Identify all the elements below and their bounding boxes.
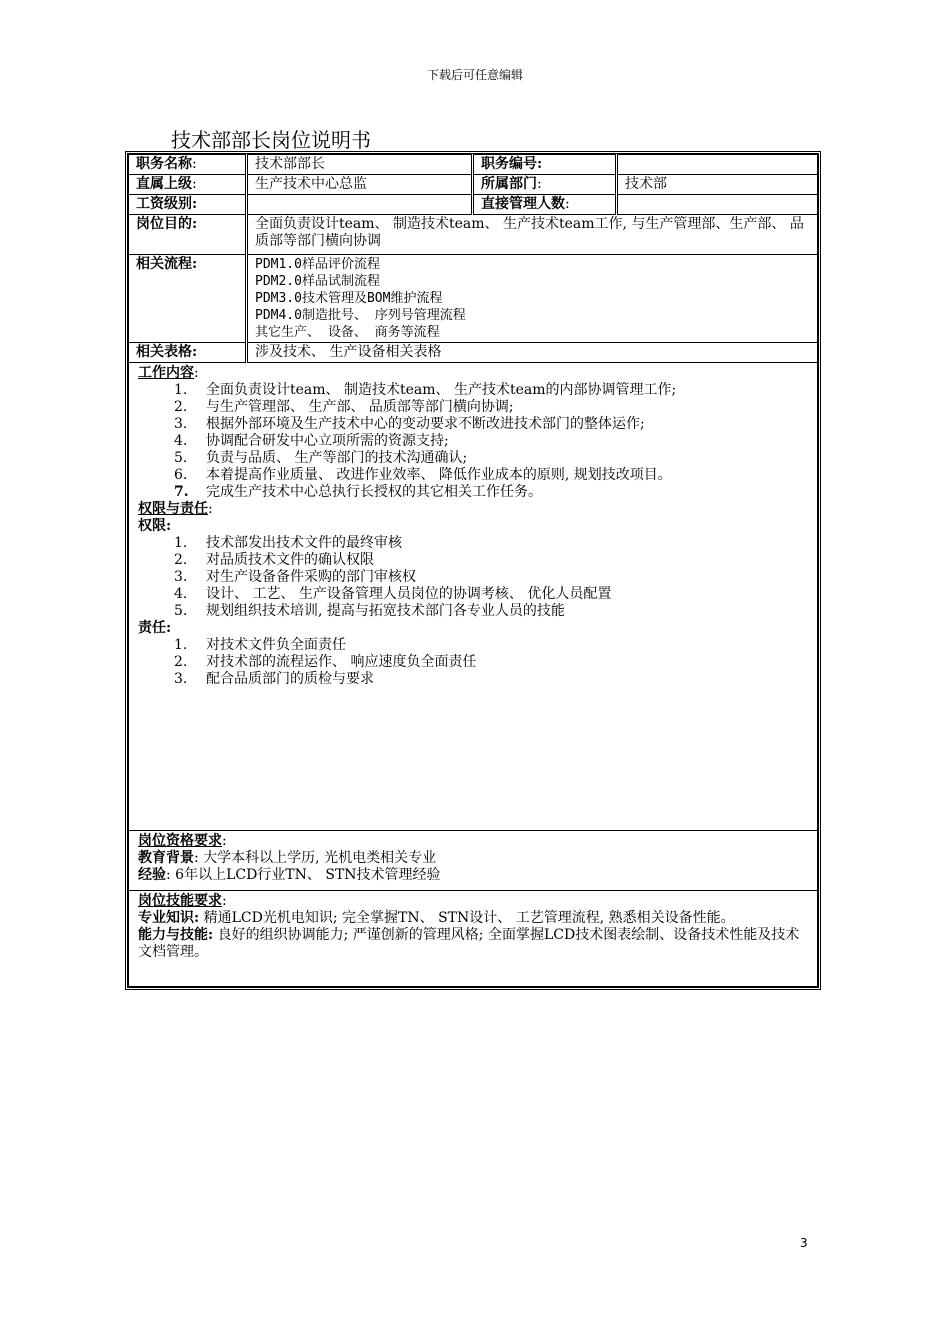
- process-list: [247, 255, 818, 343]
- document-title: 技术部部长岗位说明书: [171, 128, 371, 152]
- job-code-label-cell: 职务编号:: [473, 155, 617, 175]
- process-line: 其它生产、 设备、 商务等流程: [255, 325, 440, 340]
- job-code-value: [617, 155, 818, 175]
- purpose-label-cell: 岗位目的:: [129, 215, 247, 255]
- direct-reports-value: [617, 195, 818, 215]
- row-work-content: [129, 363, 818, 831]
- job-name-label: 职务名称: [136, 156, 192, 172]
- row-salary: [129, 195, 818, 215]
- work-content-cell: 工作内容: 1. 全面负责设计team、 制造技术team、 生产技术team的内部协调管理工作; 2. 与生产管理部、 生产部、 品质部等部门横向协调; 3. 根据外部环境及生产技术中心的变动要求不断改进技术部门的整体运作; 4. 协调配合研发中心立项所需的资源支持; 5. 负责与品质、 生产等部门的技术沟通确认; 6. 本着提高作业质量、 改进作业效率、 降低作业成本的原则, 规划技改项目。 7. 完成生产技术中心总执行长授权的其它相关工作任务。 权限与责任: 权限: 1. 技术部发出技术文件的最终审核 2. 对品质技术文件的确认权限 3. 对生产设备备件采购的部门审核权 4. 设计、 工艺、 生产设备管理人员岗位的协调考核、 优化人员配置 5. 规划组织技术培训, 提高与拓宽技术部门各专业人员的技能 责任: 1. 对技术文件负全面责任 2. 对技术部的流程运作、 响应速度负全面责任 3. 配合品质部门的质检与要求: [129, 363, 818, 831]
- qualification-cell: 岗位资格要求: 教育背景: 大学本科以上学历, 光机电类相关专业 经验: 6年以上LCD行业TN、 STN技术管理经验: [129, 831, 818, 891]
- purpose-value: 全面负责设计team、 制造技术team、 生产技术team工作, 与生产管理部、生产部、 品质部等部门横向协调: [247, 215, 818, 255]
- list-item: 5. 负责与品质、 生产等部门的技术沟通确认;: [174, 450, 468, 466]
- list-item: 2. 与生产管理部、 生产部、 品质部等部门横向协调;: [174, 399, 514, 415]
- list-item: 2. 对品质技术文件的确认权限: [174, 552, 374, 568]
- process-line: PDM3.0技术管理及BOM维护流程: [255, 291, 443, 306]
- work-list: [138, 382, 808, 501]
- list-item: 1. 全面负责设计team、 制造技术team、 生产技术team的内部协调管理工作;: [174, 382, 677, 398]
- process-line: PDM2.0样品试制流程: [255, 274, 380, 289]
- duty-list: [138, 637, 808, 688]
- header-note: 下载后可任意编辑: [426, 68, 523, 82]
- job-name-label-cell: 职务名称:: [129, 155, 247, 175]
- rights-heading: 权限与责任: [138, 501, 208, 517]
- knowledge-label: 专业知识: [138, 910, 194, 926]
- experience-value: 6年以上LCD行业TN、 STN技术管理经验: [175, 867, 441, 883]
- education-value: 大学本科以上学历, 光机电类相关专业: [203, 850, 437, 866]
- list-item: 3. 对生产设备备件采购的部门审核权: [174, 569, 416, 585]
- direct-reports-label: 直接管理人数: [481, 196, 565, 212]
- purpose-label: 岗位目的: [136, 216, 192, 232]
- work-heading: 工作内容: [138, 365, 194, 381]
- forms-label-cell: 相关表格:: [129, 343, 247, 363]
- process-line: PDM4.0制造批号、 序列号管理流程: [255, 308, 466, 323]
- authority-list: [138, 535, 808, 620]
- row-skills: [129, 891, 818, 987]
- page-number: 3: [800, 1236, 808, 1250]
- job-description-table: [125, 151, 821, 990]
- salary-label-cell: 工资级别:: [129, 195, 247, 215]
- job-code-label: 职务编号: [481, 156, 537, 172]
- direct-reports-label-cell: 直接管理人数:: [473, 195, 617, 215]
- row-job-name: [129, 155, 818, 175]
- dept-label-cell: 所属部门:: [473, 175, 617, 195]
- list-item: 1. 技术部发出技术文件的最终审核: [174, 535, 402, 551]
- list-item: 4. 设计、 工艺、 生产设备管理人员岗位的协调考核、 优化人员配置: [174, 586, 612, 602]
- qualification-heading: 岗位资格要求: [138, 833, 222, 849]
- knowledge-value: 精通LCD光机电知识; 完全掌握TN、 STN设计、 工艺管理流程, 熟悉相关设备性能。: [203, 910, 735, 926]
- list-item: 3. 配合品质部门的质检与要求: [174, 671, 374, 687]
- row-process: [129, 255, 818, 343]
- duty-heading: 责任: [138, 620, 166, 636]
- ability-value: 良好的组织协调能力; 严谨创新的管理风格; 全面掌握LCD技术图表绘制、设备技术性能及技术文档管理。: [138, 927, 800, 960]
- superior-value: 生产技术中心总监: [247, 175, 473, 195]
- forms-label: 相关表格: [136, 344, 192, 360]
- salary-label: 工资级别: [136, 196, 192, 212]
- salary-value: [247, 195, 473, 215]
- skills-cell: 岗位技能要求: 专业知识: 精通LCD光机电知识; 完全掌握TN、 STN设计、 工艺管理流程, 熟悉相关设备性能。 能力与技能: 良好的组织协调能力; 严谨创新的管理风格; 全面掌握LCD技术图表绘制、设备技术性能及技术文档管理。: [129, 891, 818, 987]
- row-purpose: [129, 215, 818, 255]
- experience-label: 经验: [138, 867, 166, 883]
- job-name-value: 技术部部长: [247, 155, 473, 175]
- ability-label: 能力与技能: [138, 927, 208, 943]
- superior-label: 直属上级: [136, 176, 192, 192]
- process-line: PDM1.0样品评价流程: [255, 257, 380, 272]
- process-label: 相关流程: [136, 256, 192, 272]
- skills-heading: 岗位技能要求: [138, 893, 222, 909]
- dept-label: 所属部门: [481, 176, 537, 192]
- row-forms: [129, 343, 818, 363]
- list-item: 2. 对技术部的流程运作、 响应速度负全面责任: [174, 654, 477, 670]
- education-label: 教育背景: [138, 850, 194, 866]
- row-qualification: [129, 831, 818, 891]
- list-item: 5. 规划组织技术培训, 提高与拓宽技术部门各专业人员的技能: [174, 603, 565, 619]
- list-item: 4. 协调配合研发中心立项所需的资源支持;: [174, 433, 449, 449]
- authority-heading: 权限: [138, 518, 166, 534]
- superior-label-cell: 直属上级:: [129, 175, 247, 195]
- list-item: 6. 本着提高作业质量、 改进作业效率、 降低作业成本的原则, 规划技改项目。: [174, 467, 672, 483]
- list-item: 7. 完成生产技术中心总执行长授权的其它相关工作任务。: [174, 484, 542, 500]
- dept-value: 技术部: [617, 175, 818, 195]
- forms-value: 涉及技术、 生产设备相关表格: [247, 343, 818, 363]
- list-item: 3. 根据外部环境及生产技术中心的变动要求不断改进技术部门的整体运作;: [174, 416, 645, 432]
- process-label-cell: 相关流程:: [129, 255, 247, 343]
- list-item: 1. 对技术文件负全面责任: [174, 637, 346, 653]
- row-superior: [129, 175, 818, 195]
